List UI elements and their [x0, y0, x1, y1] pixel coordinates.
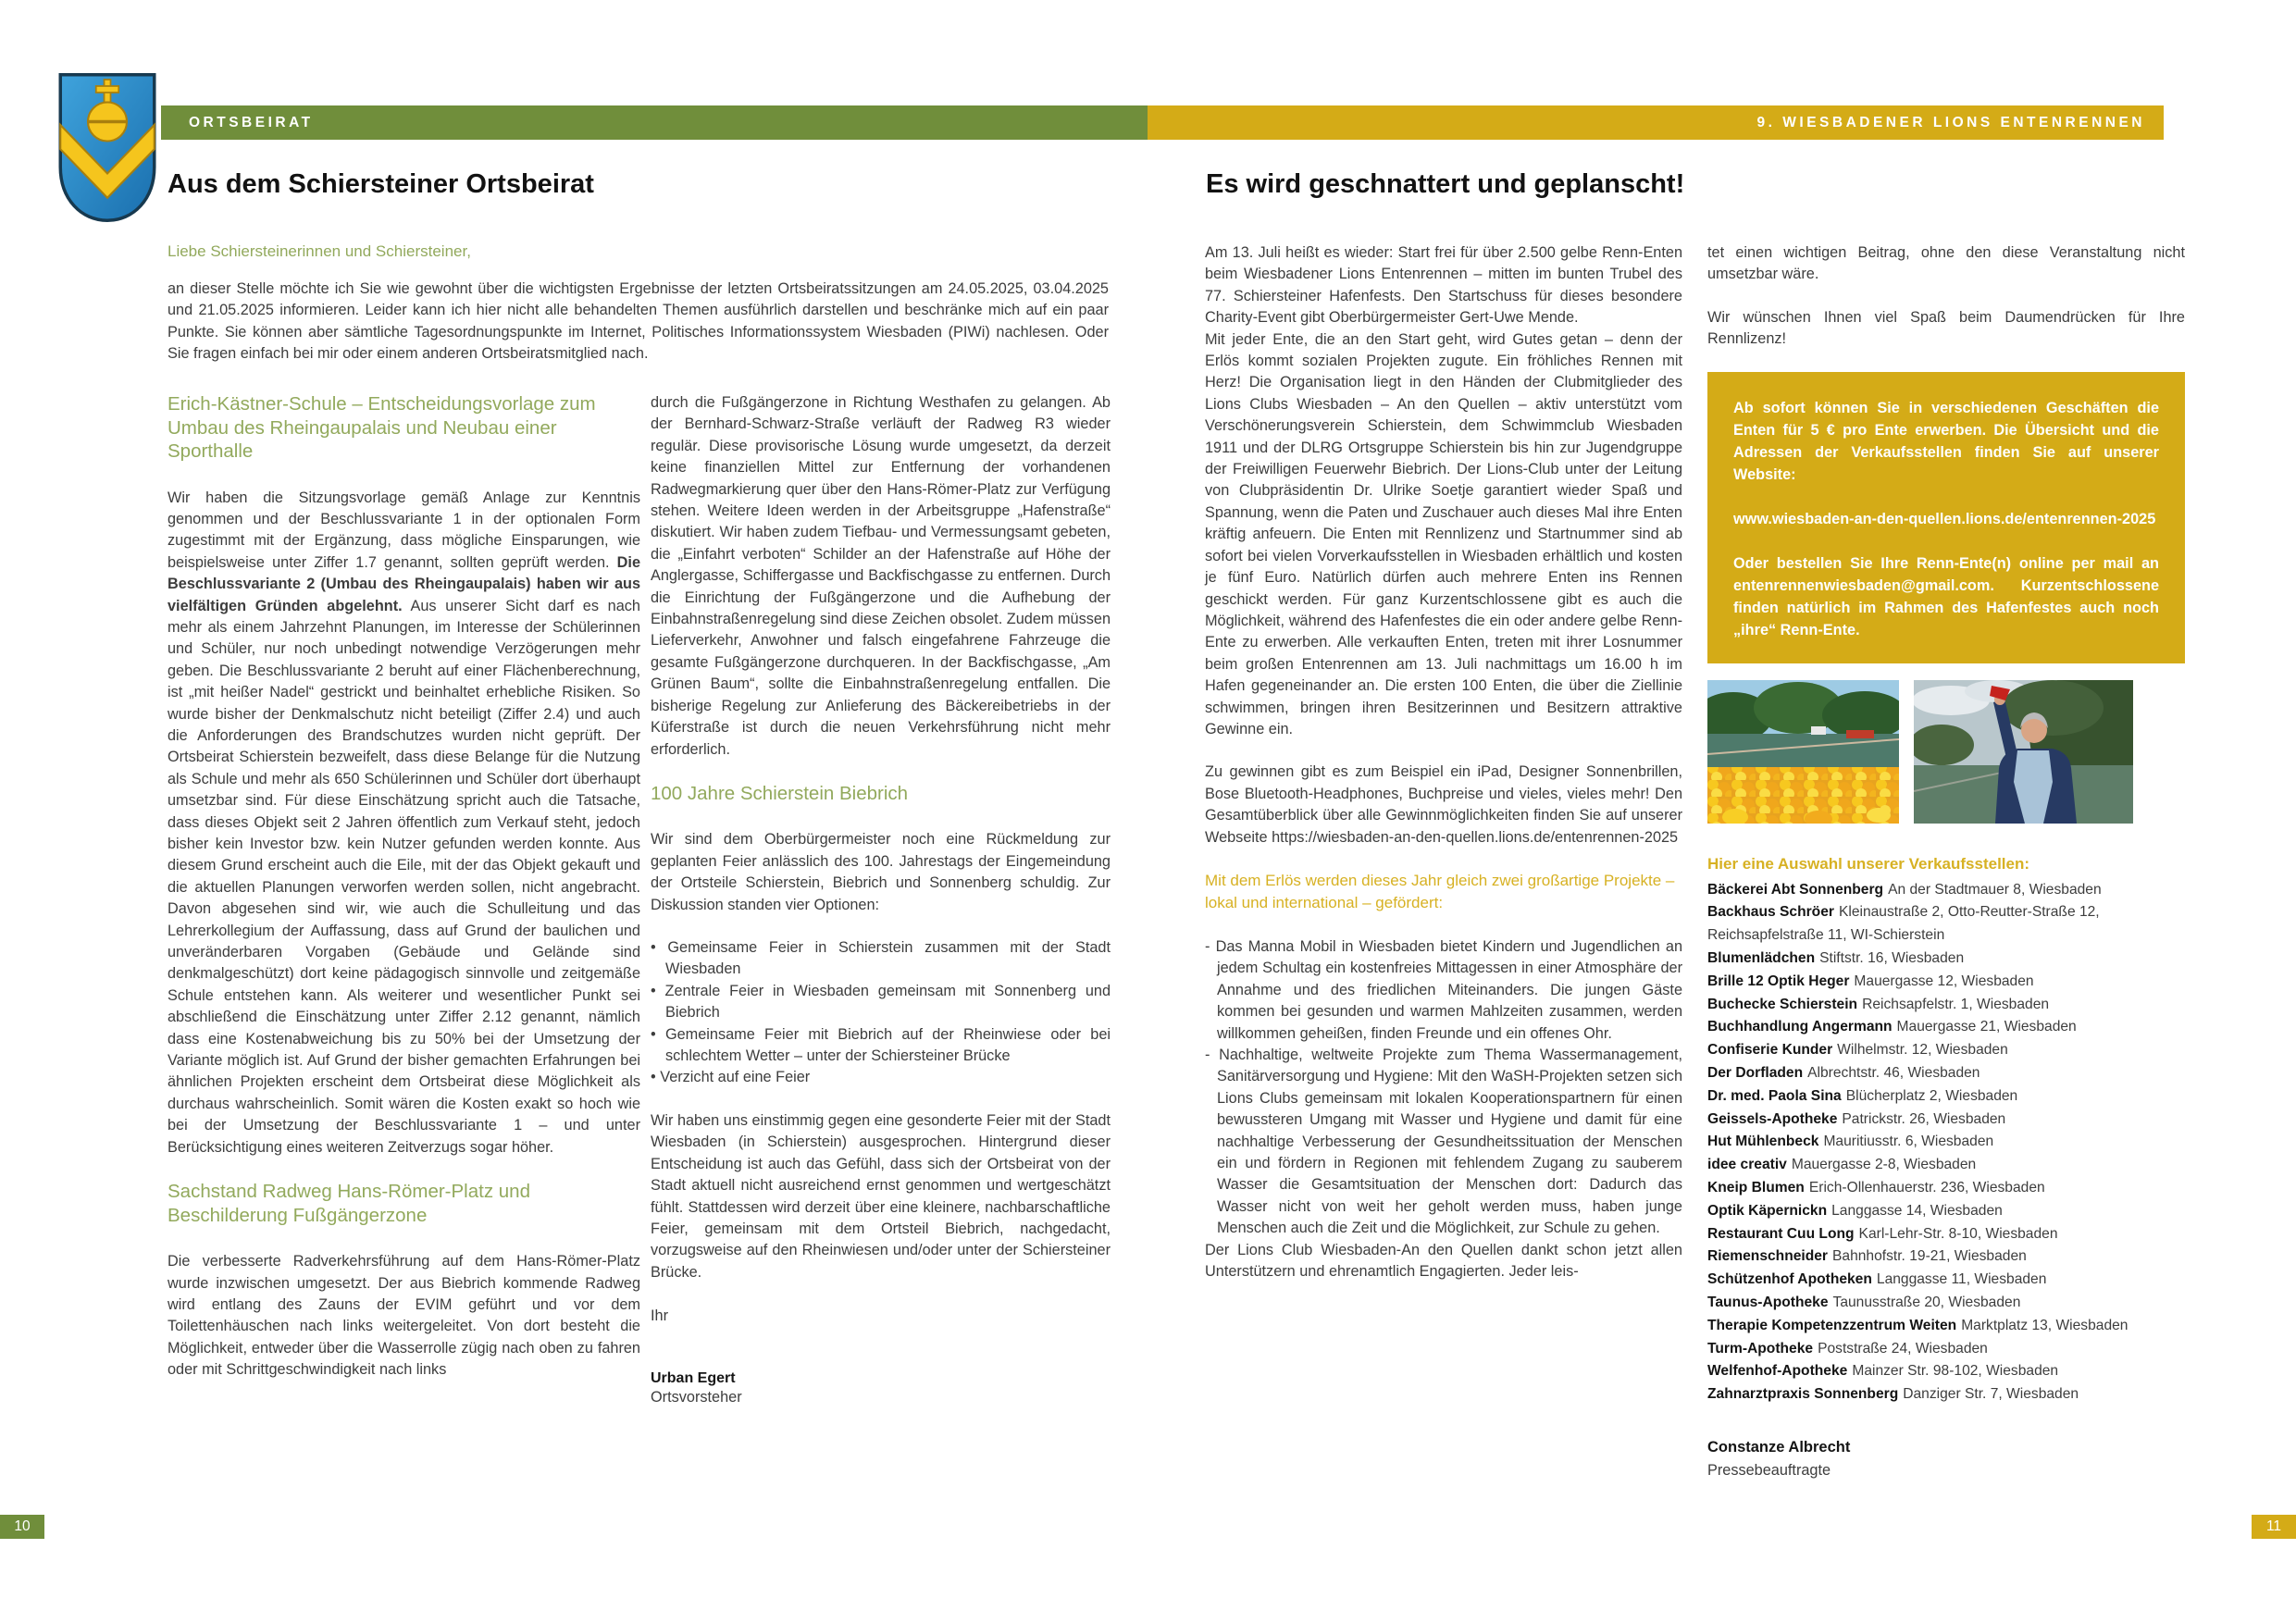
intro-paragraph: an dieser Stelle möchte ich Sie wie gewohnt über die wichtigsten Ergebnisse der letzten Ortsbeiratssitzungen am 24.05.2025, 03.04.2025 und 21.05.2025 informieren. Leider kann ich hier nicht alle behandelten Themen ausführlich darstellen und beschränke mich auf ein paar Punkte. Sie können aber sämtliche Tagesordnungspunkte im Internet, Politisches Informationssystem Wiesbaden (PIWi) nachlesen. Oder Sie fragen einfach bei mir oder einem anderen Ortsbeiratsmitglied nach.	[168, 280, 1109, 363]
right-page-column-1	[1205, 242, 1682, 1282]
signature-role: Ortsvorsteher	[651, 1388, 742, 1406]
bullet-item: • Zentrale Feier in Wiesbaden gemeinsam mit Sonnenberg und Biebrich	[651, 981, 1111, 1024]
left-page-title: Aus dem Schiersteiner Ortsbeirat	[168, 169, 594, 200]
paragraph-entenrennen-orga: Mit jeder Ente, die an den Start geht, wird Gutes getan – denn der Erlös kommt sozialen Projekten zugute. Ein fröhliches Rennen mit Herz! Die Organisation liegt in den Händen der Clubmitglieder des Lions Clubs Wiesbaden – An den Quellen – aktiv unterstützt vom Verschönerungsverein Schierstein, dem Schwimmclub Wiesbaden 1911 und der DLRG Ortsgruppe Schierstein bis hin zur Jugendgruppe der Freiwilligen Feuerwehr Biebrich. Der Lions-Club unter der Leitung von Clubpräsidentin Dr. Ulrike Soetje garantiert wieder Spaß und Spannung, wenn die Paten und Zuschauer auch dieses Mal ihre Enten kräftig anfeuern. Die Enten mit Rennlizenz und Startnummer sind ab sofort bei vielen Vorverkaufsstellen in Wiesbaden erhältlich und kosten je fünf Euro. Natürlich dürfen auch mehrere Enten ins Rennen geschickt werden. Für ganz Kurzentschlossene gibt es auch die Möglichkeit, während des Hafenfestes die ein oder andere gelbe Renn-Ente zu erwerben. Alle verkauften Enten, treten mit ihrer Losnummer beim großen Entenrennen am 13. Juli nachmittags um 16.00 h im Hafen gegeneinander an. Die ersten 100 Enten, die über die Ziellinie schwimmen, bringen ihren Besitzerinnen und Besitzern attraktive Gewinne ein.	[1205, 330, 1682, 737]
right-page-title: Es wird geschnattert und geplanscht!	[1206, 169, 1685, 200]
verkauf-infobox	[1707, 372, 2185, 663]
renn-enten-im-hafen-foto	[1707, 680, 1899, 824]
store-item: Schützenhof Apotheken Langgasse 11, Wiesbaden	[1707, 1271, 2047, 1288]
closing-word: Ihr	[651, 1307, 669, 1325]
gold-heading-projekte: Mit dem Erlös werden dieses Jahr gleich zwei großartige Projekte – lokal und international – gefördert:	[1205, 871, 1675, 911]
store-item: Der Dorfladen Albrechtstr. 46, Wiesbaden	[1707, 1065, 1980, 1081]
bullet-item: • Verzicht auf eine Feier	[651, 1067, 1111, 1088]
store-item: Backhaus Schröer Kleinaustraße 2, Otto-Reutter-Straße 12, Reichsapfelstraße 11, WI-Schierstein	[1707, 904, 2100, 944]
press-contact-name: Constanze Albrecht	[1707, 1438, 1851, 1456]
paragraph-gewinne: Zu gewinnen gibt es zum Beispiel ein iPad, Designer Sonnenbrillen, Bose Bluetooth-Headphones, Buchpreise und vieles, vieles mehr! Den Gesamtüberblick über alle Gewinnmöglichkeiten finden Sie auf unserer Webseite https://wiesbaden-an-den-quellen.lions.de/entenrennen-2025	[1205, 763, 1682, 846]
store-item: Hut Mühlenbeck Mauritiusstr. 6, Wiesbaden	[1707, 1134, 1994, 1150]
press-contact	[1707, 1436, 2185, 1482]
paragraph-dank: Der Lions Club Wiesbaden-An den Quellen dankt schon jetzt allen Unterstützern und ehrenamtlich Engagierten. Jeder leis-	[1205, 1241, 1682, 1281]
left-section-kicker: ORTSBEIRAT	[189, 115, 314, 130]
gold-heading-verkaufsstellen: Hier eine Auswahl unserer Verkaufsstellen:	[1707, 854, 2030, 873]
store-item: Buchhandlung Angermann Mauergasse 21, Wiesbaden	[1707, 1019, 2077, 1035]
press-contact-role: Pressebeauftragte	[1707, 1461, 1831, 1479]
right-section-band	[1148, 105, 2164, 140]
paragraph-daumendruecken: Wir wünschen Ihnen viel Spaß beim Daumendrücken für Ihre Rennlizenz!	[1707, 308, 2185, 348]
dash-item-wash-projekte: - Nachhaltige, weltweite Projekte zum Thema Wassermanagement, Sanitärversorgung und Hygiene: Mit den WaSH-Projekten setzen sich Lions Clubs gemeinsam mit lokalen Kooperationspartnern für einen bewussteren Umgang mit Wasser und Hygiene und damit für eine nachhaltige Verbesserung der Gesundheitssituation der Menschen ein und fördern in Regionen mit fehlendem Zugang zu sauberem Wasser die Gesamtsituation der Menschen dort: Dadurch das Wasser nicht von weit her geholt werden muss, haben junge Menschen auch die Zeit und die Möglichkeit, zur Schule zu gehen.	[1205, 1045, 1682, 1240]
infobox-text-kauf: Ab sofort können Sie in verschiedenen Geschäften die Enten für 5 € pro Ente erwerben. Die Übersicht und die Adressen der Verkaufsstellen finden Sie auf unserer Website:	[1733, 399, 2159, 483]
paragraph-entenrennen-start: Am 13. Juli heißt es wieder: Start frei für über 2.500 gelbe Renn-Enten beim Wiesbadener Lions Entenrennen – mitten im bunten Trubel des 77. Schiersteiner Hafenfests. Den Startschuss für dieses besondere Charity-Event gibt Oberbürgermeister Gert-Uwe Mende.	[1205, 244, 1682, 327]
store-item: Restaurant Cuu Long Karl-Lehr-Str. 8-10, Wiesbaden	[1707, 1225, 2058, 1242]
paragraph-radweg: Die verbesserte Radverkehrsführung auf dem Hans-Römer-Platz wurde inzwischen umgesetzt. Der aus Biebrich kommende Radweg wird entlang des Zauns der EVIM geführt und vor dem Toilettenhäuschen nach links weitergeleitet. Von dort besteht die Möglichkeit, entweder über die Wasserrolle zügig nach oben zu fahren oder mit Schrittgeschwindigkeit nach links	[168, 1253, 640, 1379]
signature-name: Urban Egert	[651, 1369, 736, 1386]
dash-item-manna-mobil: - Das Manna Mobil in Wiesbaden bietet Kindern und Jugendlichen an jedem Schultag ein kostenfreies Mittagessen in einer Atmosphäre der Annahme und des friedlichen Miteinanders. Die jungen Gäste kommen bei gesunden und warmen Mahlzeiten zusammen, werden willkommen geheißen, finden Freunde und ein offenes Ohr.	[1205, 936, 1682, 1045]
right-page-column-2	[1707, 242, 2185, 1482]
bullet-item: • Gemeinsame Feier in Schierstein zusammen mit der Stadt Wiesbaden	[651, 937, 1111, 981]
store-item: idee creativ Mauergasse 2-8, Wiesbaden	[1707, 1157, 1977, 1173]
store-item: Turm-Apotheke Poststraße 24, Wiesbaden	[1707, 1340, 1988, 1357]
store-item: Zahnarztpraxis Sonnenberg Danziger Str. 7, Wiesbaden	[1707, 1386, 2079, 1403]
store-item: Dr. med. Paola Sina Blücherplatz 2, Wiesbaden	[1707, 1087, 2018, 1104]
left-page-column-1	[168, 392, 640, 1381]
left-section-band	[161, 105, 1148, 140]
photo-row	[1707, 680, 2185, 824]
store-item: Therapie Kompetenzzentrum Weiten Marktplatz 13, Wiesbaden	[1707, 1317, 2128, 1333]
section-heading-erich-kaestner-schule: Erich-Kästner-Schule – Entscheidungsvorlage zum Umbau des Rheingaupalais und Neubau einer Sporthalle	[168, 393, 596, 462]
paragraph-schule	[168, 488, 640, 1159]
options-bullet-list	[651, 937, 1111, 1089]
store-item: Taunus-Apotheke Taunusstraße 20, Wiesbaden	[1707, 1294, 2021, 1310]
store-item: Optik Käpernickn Langgasse 14, Wiesbaden	[1707, 1202, 2003, 1219]
paragraph-schule-post: Aus unserer Sicht darf es nach mehr als einem Jahrzehnt Planungen, im Interesse der Schülerinnen und Schüler, nur noch unbedingt notwendige Verzögerungen mehr geben. Die Beschlussvariante 2 beruht auf einer Flächenberechnung, ist „mit heißer Nadel“ gestrickt und beinhaltet erhebliche Risiken. So wurde bisher der Denkmalschutz nicht beteiligt (Ziffer 2.4) und auch die Anforderungen des Brandschutzes wurden nicht geprüft. Der Ortsbeirat Schierstein bezweifelt, dass diese Belange für die Nutzung als Schule und mehr als 650 Schülerinnen und Schüler dort überhaupt umsetzbar sind. Für diese Einschätzung spricht auch die Tatsache, dass dieses Objekt seit 2 Jahren öffentlich zum Verkauf steht, jedoch bisher kein Investor bzw. kein Nutzer gefunden werden konnte. Aus diesem Grund erscheint auch die Eile, mit der das Objekt gekauft und die aktuellen Planungen verworfen werden sollen, nicht angebracht. Davon abgesehen sind wir, wie auch die Schulleitung und das Lehrerkollegium der Auffassung, dass auf Grund der baulichen und unveränderbaren Vorgaben (Gebäude und Gelände sind denkmalgeschützt) dort keine pädagogisch sinnvolle und zeitgemäße Schule entstehen kann. Als weiterer und wesentlicher Punkt sei abschließend die Einschätzung unter Ziffer 2.12 genannt, nämlich dass eine Kostenabweichung bis zu 50% bei der Umsetzung der Variante möglich ist. Auf Grund der bisher gemachten Erfahrungen bei ähnlichen Projekten erscheint dem Ortsbeirat diese Möglichkeit als durchaus wahrscheinlich. Somit wären die Kosten exakt so hoch wie bei der Umsetzung der Beschlussvariante 1 – und unter Berücksichtigung eines weiteren Zeitverzugs sogar höher.	[168, 597, 640, 1156]
store-item: Kneip Blumen Erich-Ollenhauerstr. 236, Wiesbaden	[1707, 1179, 2045, 1196]
schierstein-coat-of-arms-icon	[56, 67, 159, 229]
paragraph-radweg-fortsetzung: durch die Fußgängerzone in Richtung Westhafen zu gelangen. Ab der Bernhard-Schwarz-Straße verläuft der Radweg R3 wieder regulär. Diese provisorische Lösung wurde umgesetzt, da derzeit keine finanziellen Mittel zur Entfernung der vorhandenen Radwegmarkierung quer über den Hans-Römer-Platz zur Verfügung stehen. Weitere Ideen werden in der Arbeitsgruppe „Hafenstraße“ diskutiert. Wir haben zudem Tiefbau- und Vermessungsamt gebeten, die „Einfahrt verboten“ Schilder an der Hafenstraße auf Höhe der Anglergasse, Schiffergasse und Backfischgasse zu entfernen. Durch die Einrichtung der Fußgängerzone und die Aufhebung der Einbahnstraßenregelung sind diese Zeichen obsolet. Zudem müssen Lieferverkehr, Anwohner und falsch eingefahrene Fahrzeuge die gesamte Fußgängerzone durchqueren. In der Backfischgasse, „Am Grünen Baum“, sollte die Einbahnstraßenregelung entfallen. Die bisherige Regelung zur Anlieferung des Bäckereibetriebs in der Küferstraße ist durch die neuen Verkehrsführung nicht mehr erforderlich.	[651, 394, 1111, 758]
store-item: Bäckerei Abt Sonnenberg An der Stadtmauer 8, Wiesbaden	[1707, 881, 2102, 898]
section-heading-100-jahre: 100 Jahre Schierstein Biebrich	[651, 782, 909, 804]
store-item: Geissels-Apotheke Patrickstr. 26, Wiesbaden	[1707, 1110, 2006, 1127]
paragraph-dank-fortsetzung: tet einen wichtigen Beitrag, ohne den diese Veranstaltung nicht umsetzbar wäre.	[1707, 244, 2185, 283]
store-item: Confiserie Kunder Wilhelmstr. 12, Wiesbaden	[1707, 1042, 2008, 1059]
store-item: Brille 12 Optik Heger Mauergasse 12, Wiesbaden	[1707, 973, 2034, 989]
store-item: Riemenschneider Bahnhofstr. 19-21, Wiesbaden	[1707, 1248, 2027, 1265]
paragraph-100-jahre: Wir sind dem Oberbürgermeister noch eine Rückmeldung zur geplanten Feier anlässlich des 100. Jahrestags der Eingemeindung der Ortsteile Schierstein, Biebrich und Sonnenberg schuldig. Zur Diskussion standen vier Optionen:	[651, 831, 1111, 913]
paragraph-schule-pre: Wir haben die Sitzungsvorlage gemäß Anlage zur Kenntnis genommen und der Beschlussvariante 1 in der optionalen Form zugestimmt mit der Ergänzung, dass mögliche Einsparungen, wie beispielsweise unter Ziffer 1.7 genannt, sollten geprüft werden.	[168, 489, 640, 571]
section-heading-radweg: Sachstand Radweg Hans-Römer-Platz und Beschilderung Fußgängerzone	[168, 1181, 530, 1226]
store-item: Welfenhof-Apotheke Mainzer Str. 98-102, Wiesbaden	[1707, 1363, 2059, 1380]
right-section-kicker: 9. WIESBADENER LIONS ENTENRENNEN	[1756, 115, 2145, 130]
mann-mit-signalhorn-am-ufer-foto	[1914, 680, 2133, 824]
verkaufsstellen-list	[1707, 879, 2185, 1406]
store-item: Blumenlädchen Stiftstr. 16, Wiesbaden	[1707, 950, 1965, 967]
greeting-line: Liebe Schiersteinerinnen und Schiersteiner,	[168, 242, 471, 260]
paragraph-entscheidung: Wir haben uns einstimmig gegen eine gesonderte Feier mit der Stadt Wiesbaden (in Schierstein) ausgesprochen. Hintergrund dieser Entscheidung ist auch das Gefühl, dass sich der Ortsbeirat von der Stadt aktuell nicht ausreichend ernst genommen und wertgeschätzt fühlt. Stattdessen wird derzeit über eine kleinere, nachbarschaftliche Feier, gemeinsam mit dem Ortsteil Biebrich, nachgedacht, vorzugsweise auf den Rheinwiesen und/oder unter der Schiersteiner Brücke.	[651, 1111, 1111, 1281]
page-number-left: 10	[0, 1515, 44, 1539]
infobox-website-url: www.wiesbaden-an-den-quellen.lions.de/entenrennen-2025	[1733, 510, 2156, 527]
store-item: Buchecke Schierstein Reichsapfelstr. 1, Wiesbaden	[1707, 996, 2050, 1012]
page-number-right: 11	[2252, 1515, 2296, 1539]
left-page-column-2	[651, 392, 1111, 1408]
infobox-text-bestellung: Oder bestellen Sie Ihre Renn-Ente(n) online per mail an entenrennenwiesbaden@gmail.com. Kurzentschlossene finden natürlich im Rahmen des Hafenfestes auch noch „ihre“ Renn-Ente.	[1733, 554, 2159, 638]
paragraph-schule-bold: Die Beschlussvariante 2 (Umbau des Rheingaupalais) haben wir aus vielfältigen Gründen abgelehnt.	[168, 553, 640, 614]
bullet-item: • Gemeinsame Feier mit Biebrich auf der Rheinwiese oder bei schlechtem Wetter – unter der Schiersteiner Brücke	[651, 1024, 1111, 1068]
